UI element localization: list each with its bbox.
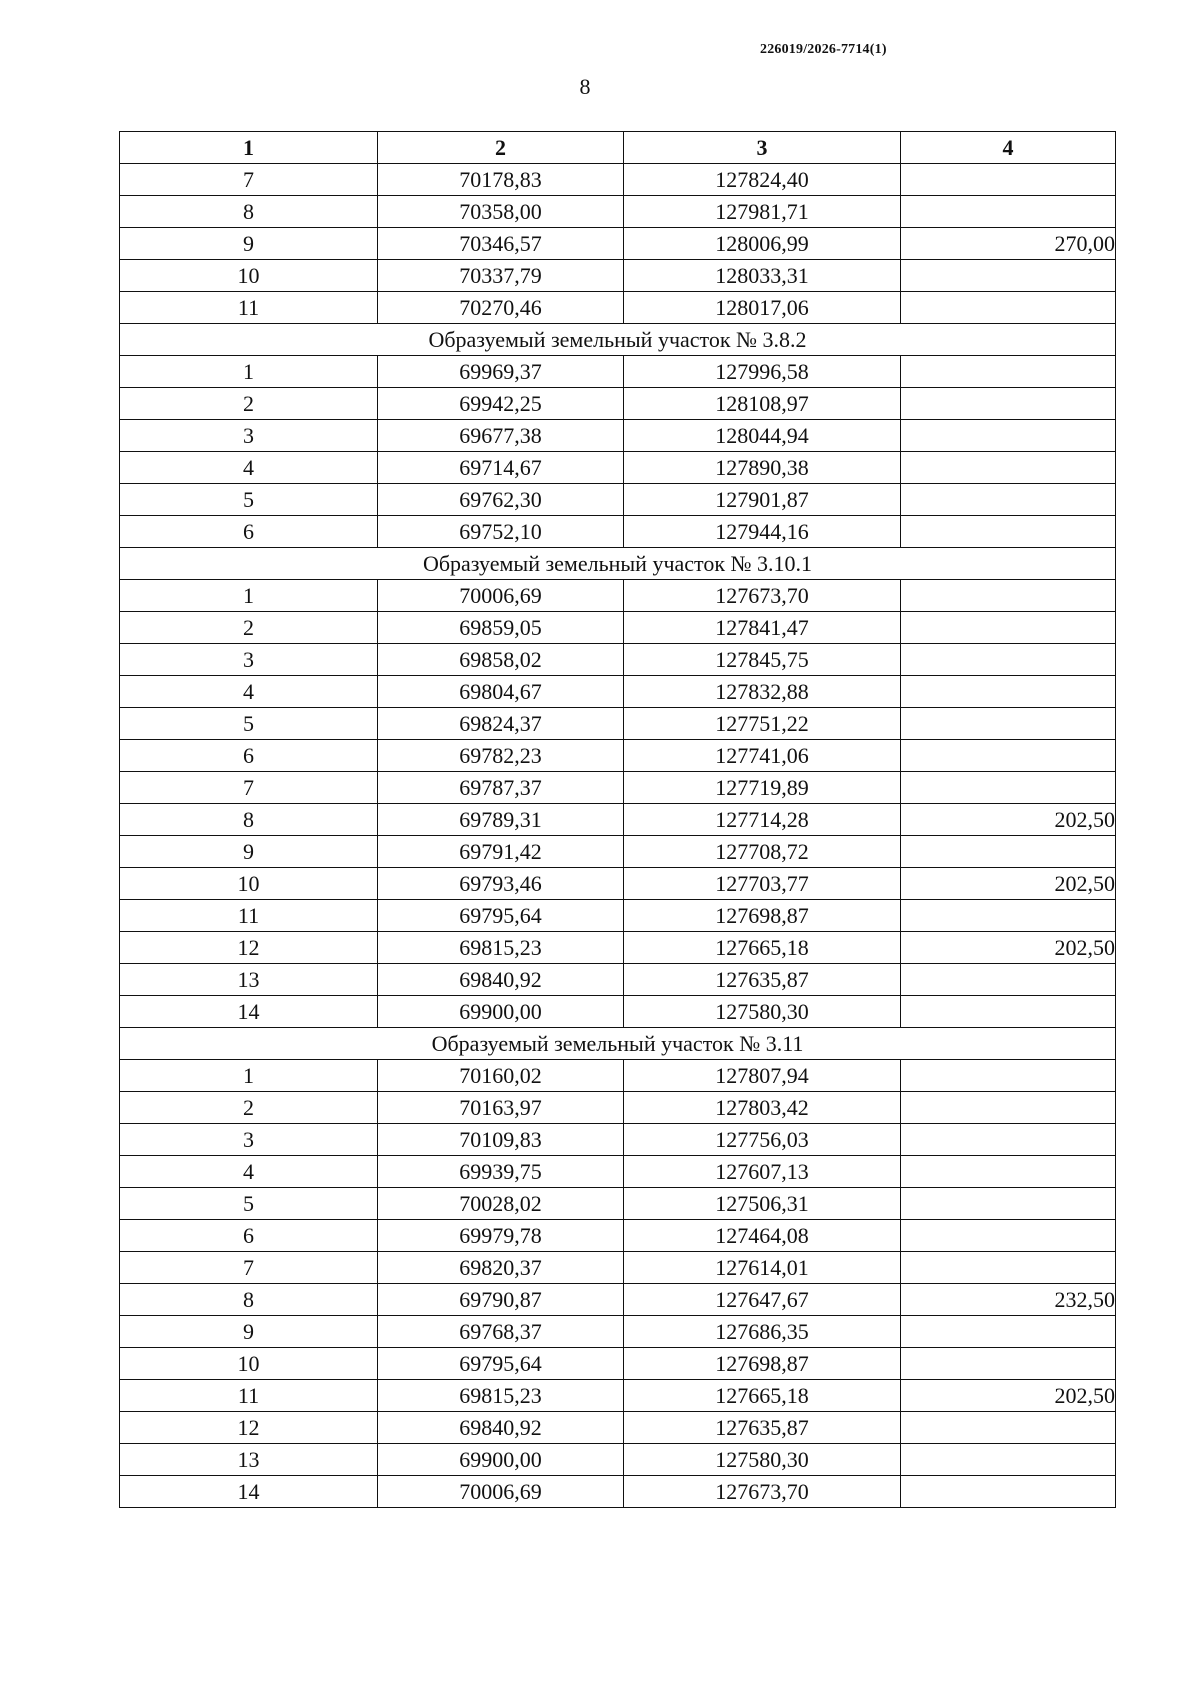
y-coordinate-cell: 127464,08	[624, 1220, 901, 1252]
coordinates-table	[119, 131, 1116, 1508]
table-row	[120, 900, 1116, 932]
table-row	[120, 676, 1116, 708]
table-row	[120, 1380, 1116, 1412]
point-number-cell: 1	[120, 580, 378, 612]
y-coordinate-cell: 127719,89	[624, 772, 901, 804]
x-coordinate-cell: 69791,42	[378, 836, 624, 868]
value-cell	[901, 836, 1116, 868]
table-row	[120, 356, 1116, 388]
x-coordinate-cell: 69793,46	[378, 868, 624, 900]
x-coordinate-cell: 70163,97	[378, 1092, 624, 1124]
section-row	[120, 1028, 1116, 1060]
x-coordinate-cell: 70006,69	[378, 1476, 624, 1508]
point-number-cell: 2	[120, 388, 378, 420]
point-number-cell: 5	[120, 484, 378, 516]
value-cell	[901, 1092, 1116, 1124]
value-cell	[901, 580, 1116, 612]
x-coordinate-cell: 69752,10	[378, 516, 624, 548]
table-row	[120, 772, 1116, 804]
value-cell	[901, 1476, 1116, 1508]
point-number-cell: 11	[120, 292, 378, 324]
point-number-cell: 9	[120, 1316, 378, 1348]
table-row	[120, 452, 1116, 484]
x-coordinate-cell: 70109,83	[378, 1124, 624, 1156]
table-row	[120, 1220, 1116, 1252]
table-row	[120, 580, 1116, 612]
x-coordinate-cell: 70346,57	[378, 228, 624, 260]
table-row	[120, 1348, 1116, 1380]
point-number-cell: 2	[120, 1092, 378, 1124]
x-coordinate-cell: 70358,00	[378, 196, 624, 228]
x-coordinate-cell: 69859,05	[378, 612, 624, 644]
y-coordinate-cell: 127845,75	[624, 644, 901, 676]
x-coordinate-cell: 69782,23	[378, 740, 624, 772]
y-coordinate-cell: 127756,03	[624, 1124, 901, 1156]
table-row	[120, 1188, 1116, 1220]
table-row	[120, 868, 1116, 900]
value-cell	[901, 1220, 1116, 1252]
x-coordinate-cell: 69790,87	[378, 1284, 624, 1316]
y-coordinate-cell: 128017,06	[624, 292, 901, 324]
x-coordinate-cell: 70028,02	[378, 1188, 624, 1220]
point-number-cell: 5	[120, 708, 378, 740]
point-number-cell: 4	[120, 452, 378, 484]
table-row	[120, 1124, 1116, 1156]
header-col-1: 1	[120, 132, 378, 164]
x-coordinate-cell: 69942,25	[378, 388, 624, 420]
value-cell	[901, 708, 1116, 740]
point-number-cell: 3	[120, 420, 378, 452]
section-title: Образуемый земельный участок № 3.10.1	[120, 548, 1116, 580]
y-coordinate-cell: 127996,58	[624, 356, 901, 388]
point-number-cell: 14	[120, 996, 378, 1028]
x-coordinate-cell: 69900,00	[378, 1444, 624, 1476]
section-title: Образуемый земельный участок № 3.11	[120, 1028, 1116, 1060]
x-coordinate-cell: 69840,92	[378, 1412, 624, 1444]
table-row	[120, 516, 1116, 548]
table-row	[120, 612, 1116, 644]
y-coordinate-cell: 127741,06	[624, 740, 901, 772]
header-col-3: 3	[624, 132, 901, 164]
value-cell	[901, 356, 1116, 388]
table-row	[120, 996, 1116, 1028]
x-coordinate-cell: 69789,31	[378, 804, 624, 836]
table-row	[120, 1444, 1116, 1476]
table-row	[120, 836, 1116, 868]
value-cell	[901, 516, 1116, 548]
point-number-cell: 10	[120, 1348, 378, 1380]
table-row	[120, 1412, 1116, 1444]
point-number-cell: 10	[120, 868, 378, 900]
y-coordinate-cell: 127673,70	[624, 1476, 901, 1508]
point-number-cell: 11	[120, 1380, 378, 1412]
point-number-cell: 5	[120, 1188, 378, 1220]
point-number-cell: 3	[120, 1124, 378, 1156]
y-coordinate-cell: 127580,30	[624, 1444, 901, 1476]
table-row	[120, 1252, 1116, 1284]
value-cell: 202,50	[901, 932, 1116, 964]
x-coordinate-cell: 70160,02	[378, 1060, 624, 1092]
table-header	[120, 132, 1116, 164]
x-coordinate-cell: 69979,78	[378, 1220, 624, 1252]
point-number-cell: 6	[120, 740, 378, 772]
value-cell	[901, 1060, 1116, 1092]
point-number-cell: 7	[120, 164, 378, 196]
y-coordinate-cell: 128044,94	[624, 420, 901, 452]
x-coordinate-cell: 69858,02	[378, 644, 624, 676]
value-cell	[901, 196, 1116, 228]
y-coordinate-cell: 127944,16	[624, 516, 901, 548]
y-coordinate-cell: 127901,87	[624, 484, 901, 516]
table-row	[120, 1060, 1116, 1092]
table-row	[120, 932, 1116, 964]
y-coordinate-cell: 127686,35	[624, 1316, 901, 1348]
x-coordinate-cell: 70006,69	[378, 580, 624, 612]
value-cell: 202,50	[901, 868, 1116, 900]
y-coordinate-cell: 127890,38	[624, 452, 901, 484]
table-row	[120, 1284, 1116, 1316]
point-number-cell: 7	[120, 772, 378, 804]
table-row	[120, 708, 1116, 740]
table-row	[120, 1092, 1116, 1124]
value-cell	[901, 996, 1116, 1028]
point-number-cell: 9	[120, 228, 378, 260]
point-number-cell: 4	[120, 1156, 378, 1188]
value-cell	[901, 1348, 1116, 1380]
y-coordinate-cell: 127665,18	[624, 932, 901, 964]
table-row	[120, 196, 1116, 228]
value-cell: 202,50	[901, 804, 1116, 836]
value-cell	[901, 292, 1116, 324]
y-coordinate-cell: 127607,13	[624, 1156, 901, 1188]
section-title: Образуемый земельный участок № 3.8.2	[120, 324, 1116, 356]
y-coordinate-cell: 127841,47	[624, 612, 901, 644]
y-coordinate-cell: 127803,42	[624, 1092, 901, 1124]
value-cell	[901, 1412, 1116, 1444]
page-number: 8	[579, 74, 591, 99]
y-coordinate-cell: 127635,87	[624, 964, 901, 996]
y-coordinate-cell: 128108,97	[624, 388, 901, 420]
header-col-2: 2	[378, 132, 624, 164]
value-cell	[901, 772, 1116, 804]
document-id: 226019/2026-7714(1)	[760, 42, 887, 57]
y-coordinate-cell: 127703,77	[624, 868, 901, 900]
table-row	[120, 484, 1116, 516]
table-row	[120, 420, 1116, 452]
point-number-cell: 8	[120, 804, 378, 836]
x-coordinate-cell: 70178,83	[378, 164, 624, 196]
value-cell	[901, 484, 1116, 516]
value-cell	[901, 1444, 1116, 1476]
y-coordinate-cell: 127614,01	[624, 1252, 901, 1284]
point-number-cell: 10	[120, 260, 378, 292]
point-number-cell: 3	[120, 644, 378, 676]
table-row	[120, 964, 1116, 996]
y-coordinate-cell: 127635,87	[624, 1412, 901, 1444]
y-coordinate-cell: 127751,22	[624, 708, 901, 740]
table-row	[120, 740, 1116, 772]
y-coordinate-cell: 127580,30	[624, 996, 901, 1028]
value-cell	[901, 388, 1116, 420]
x-coordinate-cell: 69768,37	[378, 1316, 624, 1348]
value-cell: 232,50	[901, 1284, 1116, 1316]
table-row	[120, 1476, 1116, 1508]
table-row	[120, 228, 1116, 260]
table-row	[120, 1156, 1116, 1188]
value-cell	[901, 452, 1116, 484]
value-cell	[901, 1156, 1116, 1188]
x-coordinate-cell: 69824,37	[378, 708, 624, 740]
y-coordinate-cell: 128033,31	[624, 260, 901, 292]
y-coordinate-cell: 127698,87	[624, 900, 901, 932]
point-number-cell: 9	[120, 836, 378, 868]
point-number-cell: 6	[120, 1220, 378, 1252]
value-cell	[901, 420, 1116, 452]
y-coordinate-cell: 127698,87	[624, 1348, 901, 1380]
point-number-cell: 11	[120, 900, 378, 932]
x-coordinate-cell: 69804,67	[378, 676, 624, 708]
point-number-cell: 7	[120, 1252, 378, 1284]
y-coordinate-cell: 127708,72	[624, 836, 901, 868]
y-coordinate-cell: 127665,18	[624, 1380, 901, 1412]
y-coordinate-cell: 127506,31	[624, 1188, 901, 1220]
value-cell	[901, 612, 1116, 644]
value-cell	[901, 164, 1116, 196]
table-body	[120, 164, 1116, 1508]
point-number-cell: 6	[120, 516, 378, 548]
x-coordinate-cell: 69795,64	[378, 900, 624, 932]
value-cell	[901, 900, 1116, 932]
point-number-cell: 2	[120, 612, 378, 644]
x-coordinate-cell: 69787,37	[378, 772, 624, 804]
x-coordinate-cell: 69820,37	[378, 1252, 624, 1284]
point-number-cell: 14	[120, 1476, 378, 1508]
x-coordinate-cell: 69815,23	[378, 1380, 624, 1412]
x-coordinate-cell: 69762,30	[378, 484, 624, 516]
value-cell	[901, 260, 1116, 292]
y-coordinate-cell: 127673,70	[624, 580, 901, 612]
table-row	[120, 644, 1116, 676]
section-row	[120, 548, 1116, 580]
x-coordinate-cell: 69900,00	[378, 996, 624, 1028]
y-coordinate-cell: 128006,99	[624, 228, 901, 260]
x-coordinate-cell: 69840,92	[378, 964, 624, 996]
value-cell	[901, 1124, 1116, 1156]
y-coordinate-cell: 127807,94	[624, 1060, 901, 1092]
point-number-cell: 8	[120, 1284, 378, 1316]
point-number-cell: 4	[120, 676, 378, 708]
x-coordinate-cell: 70270,46	[378, 292, 624, 324]
x-coordinate-cell: 69677,38	[378, 420, 624, 452]
y-coordinate-cell: 127981,71	[624, 196, 901, 228]
section-row	[120, 324, 1116, 356]
table-row	[120, 164, 1116, 196]
value-cell: 202,50	[901, 1380, 1116, 1412]
value-cell	[901, 644, 1116, 676]
point-number-cell: 12	[120, 932, 378, 964]
y-coordinate-cell: 127714,28	[624, 804, 901, 836]
point-number-cell: 1	[120, 1060, 378, 1092]
point-number-cell: 8	[120, 196, 378, 228]
table-row	[120, 388, 1116, 420]
value-cell	[901, 740, 1116, 772]
point-number-cell: 1	[120, 356, 378, 388]
x-coordinate-cell: 69795,64	[378, 1348, 624, 1380]
point-number-cell: 13	[120, 1444, 378, 1476]
x-coordinate-cell: 69969,37	[378, 356, 624, 388]
table-row	[120, 260, 1116, 292]
header-row	[120, 132, 1116, 164]
table-row	[120, 804, 1116, 836]
x-coordinate-cell: 70337,79	[378, 260, 624, 292]
x-coordinate-cell: 69714,67	[378, 452, 624, 484]
value-cell	[901, 964, 1116, 996]
point-number-cell: 13	[120, 964, 378, 996]
value-cell	[901, 1316, 1116, 1348]
table-row	[120, 292, 1116, 324]
x-coordinate-cell: 69815,23	[378, 932, 624, 964]
y-coordinate-cell: 127832,88	[624, 676, 901, 708]
point-number-cell: 12	[120, 1412, 378, 1444]
x-coordinate-cell: 69939,75	[378, 1156, 624, 1188]
y-coordinate-cell: 127824,40	[624, 164, 901, 196]
table-row	[120, 1316, 1116, 1348]
value-cell: 270,00	[901, 228, 1116, 260]
value-cell	[901, 1252, 1116, 1284]
value-cell	[901, 1188, 1116, 1220]
header-col-4: 4	[901, 132, 1116, 164]
value-cell	[901, 676, 1116, 708]
y-coordinate-cell: 127647,67	[624, 1284, 901, 1316]
